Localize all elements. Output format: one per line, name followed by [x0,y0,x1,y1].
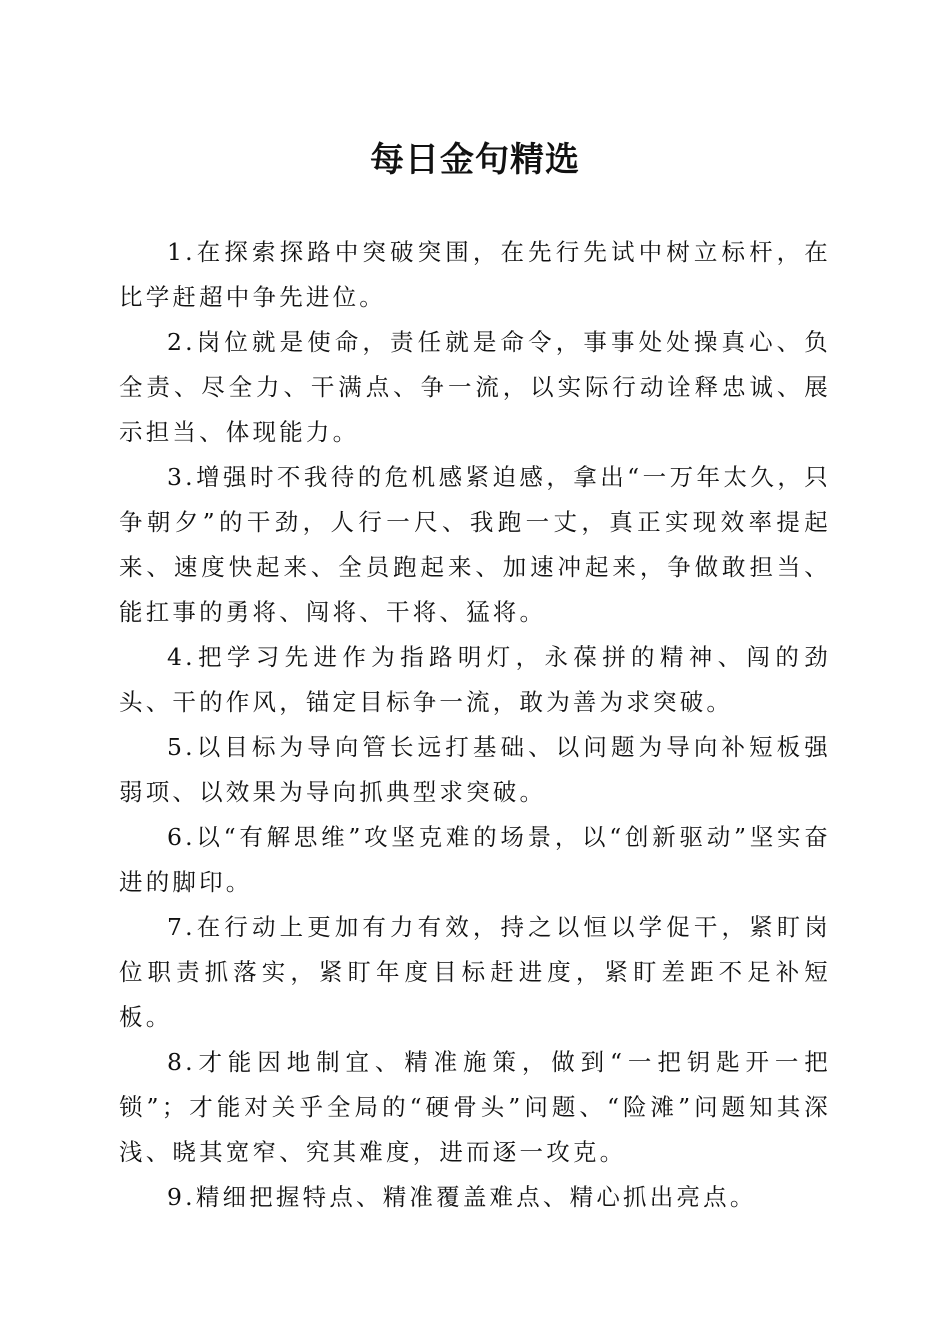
list-item: 1.在探索探路中突破突围，在先行先试中树立标杆，在比学赶超中争先进位。 [119,238,831,311]
list-item: 4.把学习先进作为指路明灯，永葆拼的精神、闯的劲头、干的作风，锚定目标争一流，敢为善为求突破。 [119,643,831,716]
list-item: 3.增强时不我待的危机感紧迫感，拿出“一万年太久，只争朝夕”的干劲，人行一尺、我跑一丈，真正实现效率提起来、速度快起来、全员跑起来、加速冲起来，争做敢担当、能扛事的勇将、闯将、干将、猛将。 [119,463,831,626]
list-item: 7.在行动上更加有力有效，持之以恒以学促干，紧盯岗位职责抓落实，紧盯年度目标赶进度，紧盯差距不足补短板。 [119,913,831,1031]
list-item: 2.岗位就是使命，责任就是命令，事事处处操真心、负全责、尽全力、干满点、争一流，以实际行动诠释忠诚、展示担当、体现能力。 [119,328,831,446]
list-item: 8.才能因地制宜、精准施策，做到“一把钥匙开一把锁”；才能对关乎全局的“硬骨头”问题、“险滩”问题知其深浅、晓其宽窄、究其难度，进而逐一攻克。 [119,1048,831,1166]
page-title: 每日金句精选 [370,140,580,180]
list-item: 9.精细把握特点、精准覆盖难点、精心抓出亮点。 [167,1183,757,1211]
document-body [119,230,831,1220]
list-item: 5.以目标为导向管长远打基础、以问题为导向补短板强弱项、以效果为导向抓典型求突破。 [119,733,831,806]
list-item: 6.以“有解思维”攻坚克难的场景，以“创新驱动”坚实奋进的脚印。 [119,823,831,896]
